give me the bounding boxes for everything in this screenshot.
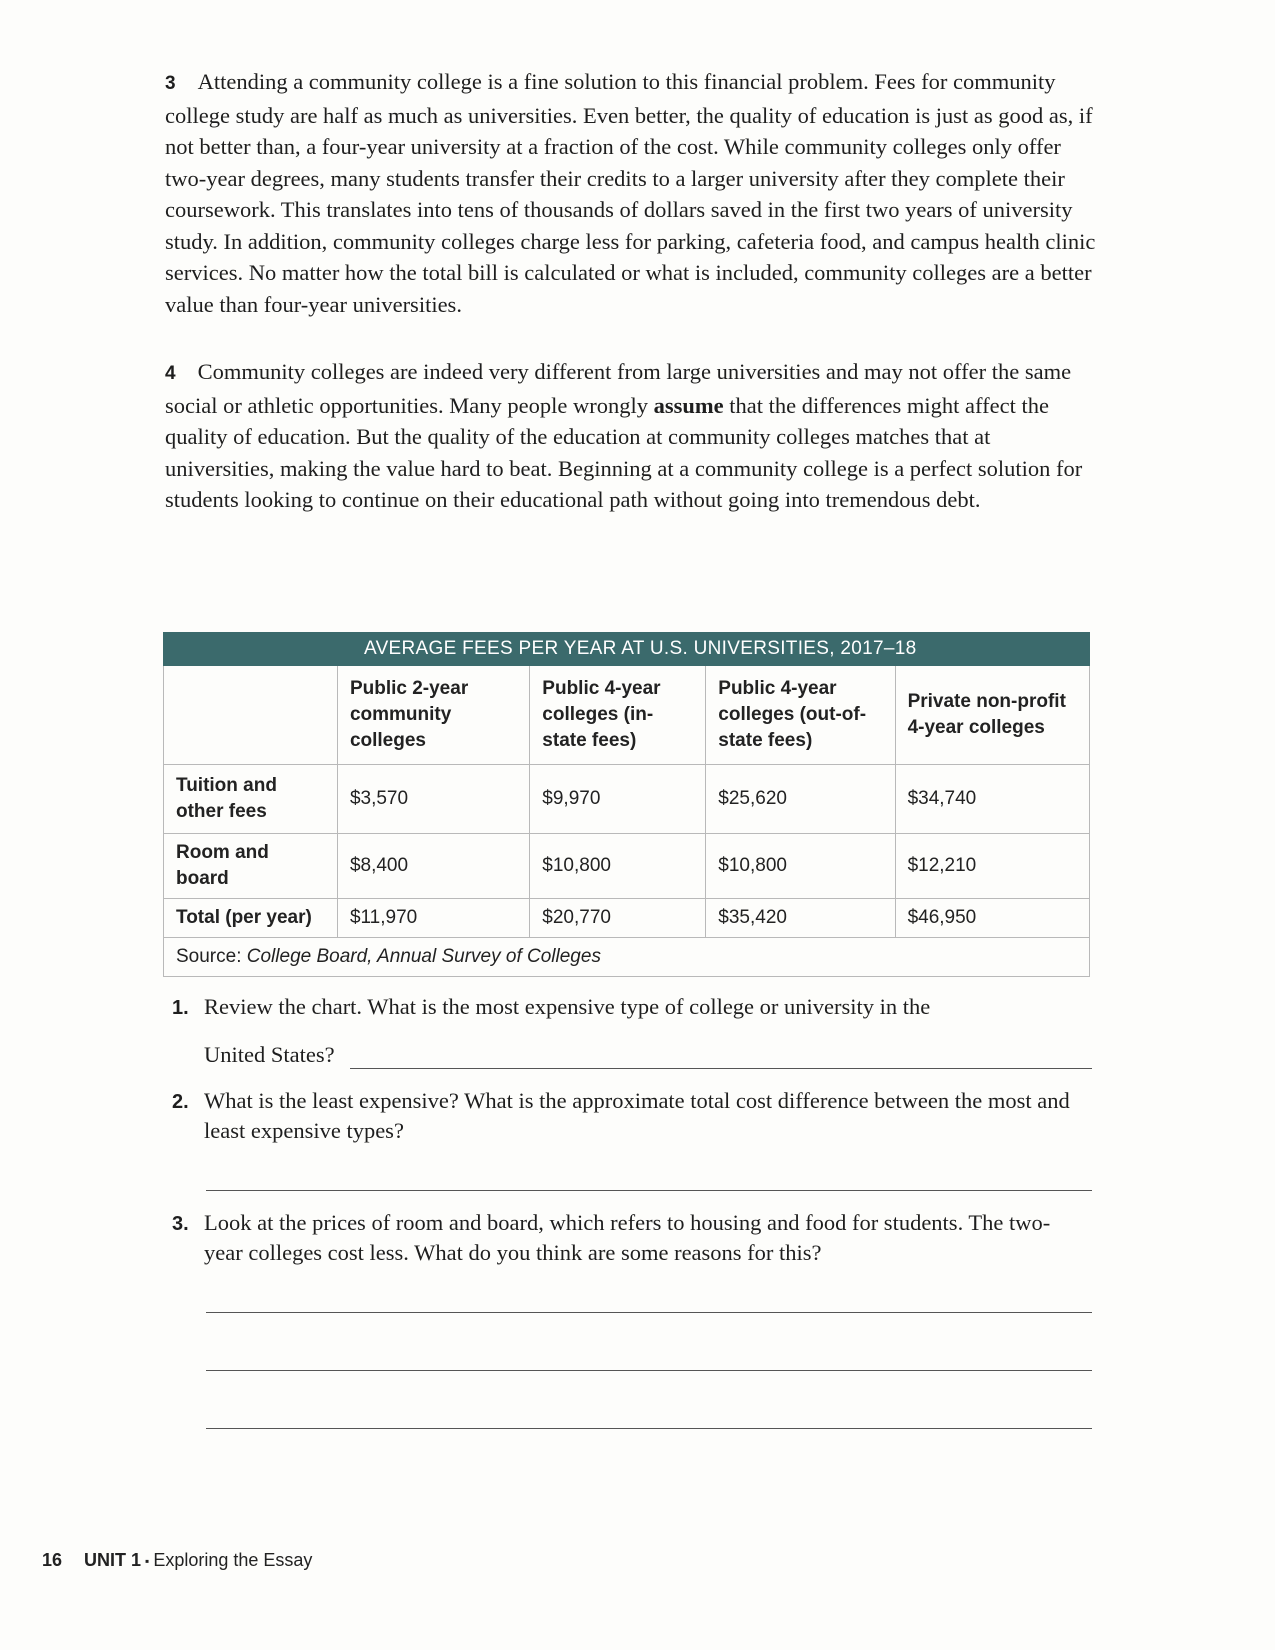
question-1 <box>172 992 1087 1023</box>
separator: ▪ <box>145 1554 150 1569</box>
row-label: Room and board <box>164 834 338 899</box>
question-number: 1. <box>172 997 189 1019</box>
answer-line[interactable] <box>350 1068 1092 1069</box>
question-3 <box>172 1208 1087 1268</box>
paragraph-4 <box>165 356 1100 516</box>
page-number: 16 <box>42 1550 63 1570</box>
page-footer <box>42 1550 312 1571</box>
paragraph-number: 3 <box>165 73 176 94</box>
table-cell: $11,970 <box>337 899 529 938</box>
table-header: Public 4-year colleges (out-of-state fees) <box>706 666 895 765</box>
answer-line[interactable] <box>206 1428 1092 1429</box>
table-header-row <box>164 666 1090 765</box>
answer-line[interactable] <box>206 1190 1092 1191</box>
table-header-empty <box>164 666 338 765</box>
paragraph-text: Attending a community college is a fine solution to this financial problem. Fees for community college study are half as much as universities. Even better, the quality of education is just as good as, if not better than, a four-year university at a fraction of the cost. While community colleges only offer two-year degrees, many students transfer their credits to a larger university after they complete their coursework. This translates into tens of thousands of dollars saved in the first two years of university study. In addition, community colleges charge less for parking, cafeteria food, and campus health clinic services. No matter how the total bill is calculated or what is included, community colleges are a better value than four-year universities. <box>165 69 1096 317</box>
paragraph-text-end: that the differences might affect the quality of education. But the quality of the education at community colleges matches that at universities, making the value hard to beat. Beginning at a community college is a perfect solution for students looking to continue on their educational path without going into tremendous debt. <box>165 392 1083 512</box>
table-cell: $12,210 <box>895 834 1089 899</box>
table-cell: $8,400 <box>337 834 529 899</box>
unit-label: UNIT 1 <box>84 1550 142 1570</box>
question-2 <box>172 1086 1087 1146</box>
question-text: Review the chart. What is the most expensive type of college or university in the <box>204 994 931 1019</box>
section-title: Exploring the Essay <box>153 1550 313 1570</box>
question-number: 2. <box>172 1091 189 1113</box>
table-header: Public 2-year community colleges <box>337 666 529 765</box>
table-source-row <box>164 938 1090 977</box>
answer-line[interactable] <box>206 1370 1092 1371</box>
table-title-row <box>164 633 1090 666</box>
table-cell: $9,970 <box>530 765 706 834</box>
table-cell: $46,950 <box>895 899 1089 938</box>
answer-line[interactable] <box>206 1312 1092 1313</box>
paragraph-number: 4 <box>165 363 176 384</box>
table-row <box>164 765 1090 834</box>
source-label: Source: <box>176 946 242 967</box>
table-title: AVERAGE FEES PER YEAR AT U.S. UNIVERSITIES, 2017–18 <box>164 633 1090 666</box>
table-cell: $35,420 <box>706 899 895 938</box>
paragraph-text-start: Community colleges are indeed very different from large universities and may not offer the same social or athletic opportunities. Many people wrongly <box>165 359 1072 418</box>
question-text: Look at the prices of room and board, which refers to housing and food for students. The two-year colleges cost less. What do you think are some reasons for this? <box>204 1210 1051 1265</box>
table-header: Public 4-year colleges (in-state fees) <box>530 666 706 765</box>
vocab-word: assume <box>653 392 724 418</box>
table-row <box>164 899 1090 938</box>
table-header: Private non-profit 4-year colleges <box>895 666 1089 765</box>
table-cell: $3,570 <box>337 765 529 834</box>
table-cell: $20,770 <box>530 899 706 938</box>
question-text: What is the least expensive? What is the approximate total cost difference between the most and least expensive types? <box>204 1088 1070 1143</box>
source-text: College Board, Annual Survey of Colleges <box>246 946 601 967</box>
table-cell: $10,800 <box>706 834 895 899</box>
fees-table <box>163 632 1090 977</box>
table-cell: $25,620 <box>706 765 895 834</box>
question-number: 3. <box>172 1213 189 1235</box>
table-cell: $34,740 <box>895 765 1089 834</box>
question-1-continued: United States? <box>204 1042 335 1067</box>
table-source <box>164 938 1090 977</box>
row-label: Tuition and other fees <box>164 765 338 834</box>
paragraph-3 <box>165 66 1100 320</box>
row-label: Total (per year) <box>164 899 338 938</box>
table-cell: $10,800 <box>530 834 706 899</box>
table-row <box>164 834 1090 899</box>
